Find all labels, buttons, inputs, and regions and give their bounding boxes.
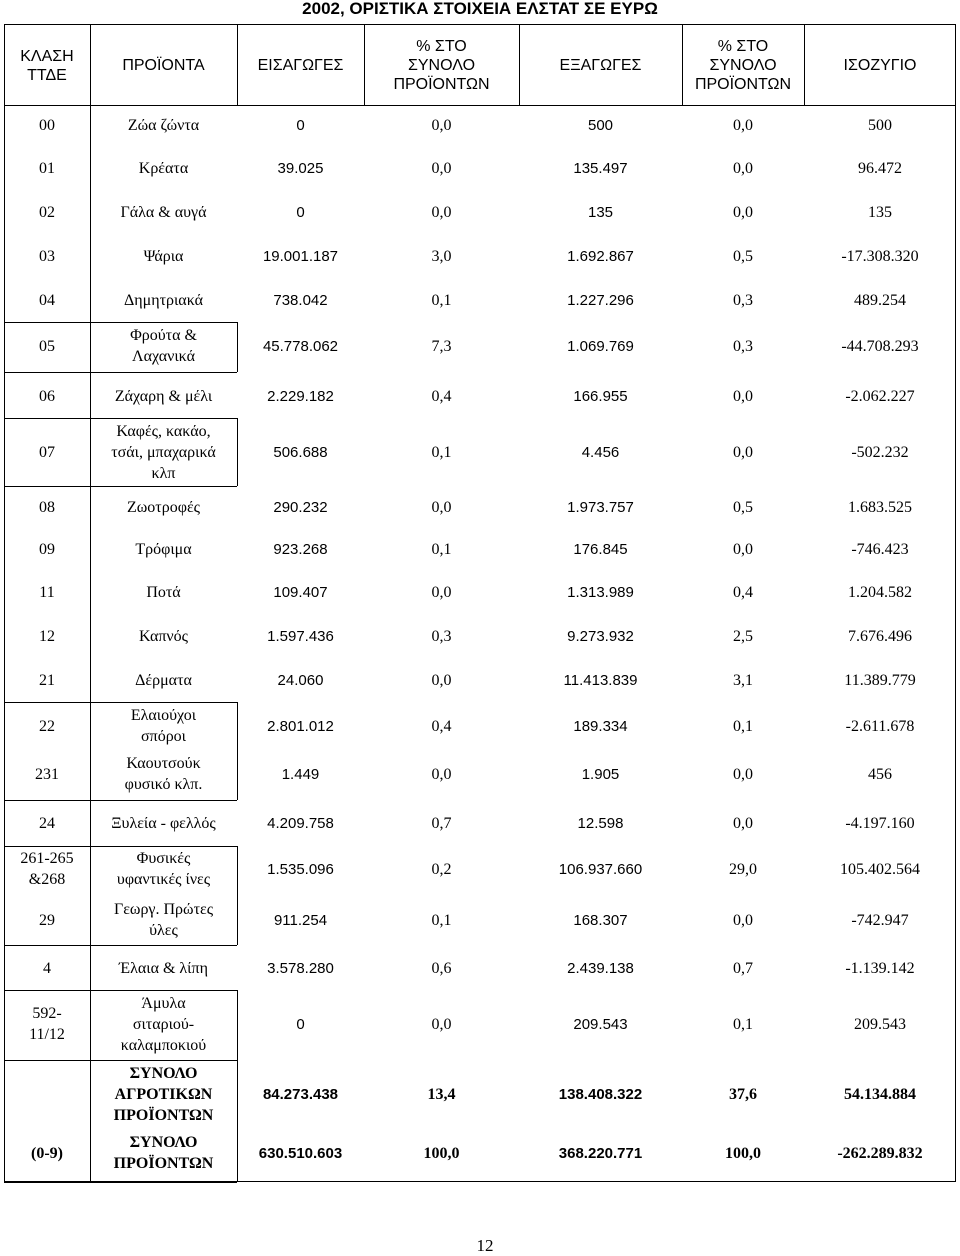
cell-imports: 1.597.436 — [267, 627, 334, 645]
page-number: 12 — [476, 1236, 494, 1255]
cell-exports: 1.973.757 — [567, 498, 634, 516]
cell-imp-pct: 0,1 — [431, 540, 452, 558]
cell-exp-pct: 0,0 — [733, 116, 753, 134]
cell-product: Έλαια & λίπη — [119, 959, 208, 977]
cell-imports: 39.025 — [277, 159, 324, 177]
cell-exports: 2.439.138 — [567, 959, 634, 977]
cell-exports: 138.408.322 — [558, 1085, 643, 1103]
cell-exp-pct: 0,0 — [733, 911, 753, 929]
cell-imports: 1.449 — [281, 765, 320, 783]
cell-balance: 1.204.582 — [848, 583, 912, 601]
cell-product: Ξυλεία - φελλός — [111, 814, 216, 832]
cell-imports: 1.535.096 — [267, 860, 334, 878]
cell-imports: 738.042 — [273, 291, 328, 309]
cell-imp-pct: 0,0 — [431, 116, 452, 134]
cell-code: 24 — [39, 814, 55, 832]
cell-imports: 0 — [296, 1015, 305, 1033]
header-imports-pct: % ΣΤΟ ΣΥΝΟΛΟ ΠΡΟΪΟΝΤΩΝ — [393, 38, 490, 93]
cell-exports: 166.955 — [573, 387, 628, 405]
cell-imports: 630.510.603 — [258, 1144, 343, 1162]
cell-product: Γάλα & αυγά — [120, 203, 207, 221]
cell-imp-pct: 0,3 — [431, 627, 452, 645]
cell-balance: -746.423 — [851, 540, 909, 558]
cell-product: Ποτά — [146, 583, 181, 601]
cell-code: 06 — [39, 387, 55, 405]
row-group-divider — [4, 372, 237, 373]
cell-balance: -17.308.320 — [841, 247, 919, 265]
cell-code: 21 — [39, 671, 55, 689]
cell-code: 11 — [39, 583, 55, 601]
cell-code: 07 — [39, 443, 55, 461]
cell-imports: 0 — [296, 116, 305, 134]
cell-imp-pct: 100,0 — [423, 1144, 460, 1162]
cell-imp-pct: 0,0 — [431, 203, 452, 221]
cell-balance: 54.134.884 — [844, 1085, 916, 1103]
cell-product: Καουτσούκ φυσικό κλπ. — [124, 755, 203, 793]
header-column-divider — [804, 24, 805, 105]
cell-product: Δημητριακά — [123, 291, 203, 309]
cell-imports: 4.209.758 — [267, 814, 334, 832]
cell-exports: 368.220.771 — [558, 1144, 643, 1162]
cell-code — [4, 1084, 90, 1105]
cell-code: 231 — [35, 765, 59, 783]
cell-product: Τρόφιμα — [135, 540, 192, 558]
cell-imports: 84.273.438 — [262, 1085, 339, 1103]
cell-product: Ψάρια — [143, 247, 184, 265]
row-group-divider — [4, 990, 237, 991]
cell-product: Κρέατα — [138, 159, 189, 177]
cell-exp-pct: 0,1 — [733, 1015, 753, 1033]
header-class: ΚΛΑΣΗ ΤΤΔΕ — [20, 47, 74, 84]
cell-imp-pct: 0,2 — [431, 860, 452, 878]
cell-imports: 109.407 — [273, 583, 328, 601]
cell-imp-pct: 0,0 — [431, 1015, 452, 1033]
cell-balance: 7.676.496 — [848, 627, 912, 645]
cell-product: Δέρματα — [135, 671, 192, 689]
row-group-divider — [4, 322, 237, 323]
cell-exp-pct: 0,0 — [733, 540, 753, 558]
header-exports: ΕΞΑΓΩΓΕΣ — [559, 57, 642, 74]
row-group-divider — [4, 418, 237, 419]
cell-imp-pct: 0,0 — [431, 765, 452, 783]
cell-exports: 1.069.769 — [567, 337, 634, 355]
cell-balance: 489.254 — [854, 291, 906, 309]
cell-code: 29 — [39, 911, 55, 929]
cell-product: Φυσικές υφαντικές ίνες — [116, 850, 211, 888]
cell-exp-pct: 100,0 — [725, 1144, 761, 1162]
header-column-divider — [519, 24, 520, 105]
cell-imp-pct: 0,0 — [431, 159, 452, 177]
row-group-divider — [4, 1060, 237, 1061]
cell-code: 4 — [43, 959, 51, 977]
row-group-divider — [4, 800, 237, 801]
cell-balance: 105.402.564 — [840, 860, 920, 878]
cell-exports: 1.905 — [581, 765, 620, 783]
cell-imp-pct: 0,0 — [431, 583, 452, 601]
cell-exp-pct: 0,0 — [733, 387, 753, 405]
cell-code: 08 — [39, 498, 55, 516]
page-title: 2002, ΟΡΙΣΤΙΚΑ ΣΤΟΙΧΕΙΑ ΕΛΣΤΑΤ ΣΕ ΕΥΡΩ — [302, 0, 658, 18]
cell-balance: -262.289.832 — [837, 1144, 923, 1162]
cell-exp-pct: 29,0 — [729, 860, 757, 878]
cell-balance: -4.197.160 — [845, 814, 915, 832]
cell-exports: 500 — [587, 116, 614, 134]
header-column-divider — [682, 24, 683, 105]
cell-code: (0-9) — [31, 1144, 63, 1162]
cell-exports: 12.598 — [577, 814, 624, 832]
cell-imports: 911.254 — [273, 911, 328, 929]
cell-product: Ελαιούχοι σπόροι — [130, 707, 197, 745]
header-divider — [4, 105, 956, 106]
cell-exp-pct: 0,0 — [733, 814, 753, 832]
cell-balance: -502.232 — [851, 443, 909, 461]
cell-product: ΣΥΝΟΛΟ ΠΡΟΪΟΝΤΩΝ — [113, 1134, 214, 1172]
cell-exports: 189.334 — [573, 717, 628, 735]
header-column-divider — [237, 24, 238, 105]
cell-imports: 2.229.182 — [267, 387, 334, 405]
cell-exp-pct: 0,3 — [733, 337, 753, 355]
cell-exp-pct: 0,0 — [733, 765, 753, 783]
cell-exp-pct: 37,6 — [729, 1085, 757, 1103]
cell-imports: 3.578.280 — [267, 959, 334, 977]
cell-code: 22 — [39, 717, 55, 735]
cell-imp-pct: 0,1 — [431, 291, 452, 309]
cell-code: 01 — [39, 159, 55, 177]
cell-product: Γεωργ. Πρώτες ύλες — [113, 901, 214, 939]
cell-balance: 456 — [868, 765, 892, 783]
cell-imports: 290.232 — [273, 498, 328, 516]
cell-exports: 1.692.867 — [567, 247, 634, 265]
cell-product: Ζώα ζώντα — [127, 116, 200, 134]
cell-imports: 19.001.187 — [262, 247, 339, 265]
cell-exp-pct: 0,1 — [733, 717, 753, 735]
cell-product: Άμυλα σιταριού- καλαμποκιού — [120, 994, 207, 1054]
cell-exp-pct: 0,0 — [733, 203, 753, 221]
row-group-divider — [4, 702, 237, 703]
cell-exports: 1.313.989 — [567, 583, 634, 601]
cell-imp-pct: 0,4 — [431, 717, 452, 735]
header-product: ΠΡΟΪΟΝΤΑ — [122, 57, 205, 74]
cell-code: 09 — [39, 540, 55, 558]
cell-imp-pct: 0,7 — [431, 814, 452, 832]
cell-code: 261-265 &268 — [20, 850, 74, 888]
cell-product: Φρούτα & Λαχανικά — [130, 327, 197, 365]
cell-balance: -2.062.227 — [845, 387, 915, 405]
row-group-divider — [4, 486, 237, 487]
header-exports-pct: % ΣΤΟ ΣΥΝΟΛΟ ΠΡΟΪΟΝΤΩΝ — [694, 38, 792, 93]
cell-product: Ζάχαρη & μέλι — [114, 387, 213, 405]
cell-exp-pct: 0,0 — [733, 443, 753, 461]
header-balance: ΙΣΟΖΥΓΙΟ — [843, 57, 917, 74]
cell-balance: -742.947 — [851, 911, 909, 929]
cell-exp-pct: 0,5 — [733, 498, 753, 516]
cell-balance: -2.611.678 — [845, 717, 915, 735]
cell-code: 12 — [39, 627, 55, 645]
cell-code: 00 — [39, 116, 55, 134]
cell-balance: 209.543 — [854, 1015, 906, 1033]
cell-exp-pct: 0,4 — [733, 583, 753, 601]
cell-imports: 24.060 — [277, 671, 324, 689]
cell-exports: 11.413.839 — [563, 671, 638, 689]
cell-code: 592- 11/12 — [29, 1005, 65, 1043]
cell-exports: 176.845 — [573, 540, 628, 558]
cell-imp-pct: 3,0 — [431, 247, 452, 265]
cell-imp-pct: 0,1 — [431, 911, 452, 929]
cell-balance: 96.472 — [858, 159, 902, 177]
cell-imp-pct: 7,3 — [431, 337, 452, 355]
cell-imp-pct: 0,0 — [431, 671, 452, 689]
cell-balance: 500 — [868, 116, 892, 134]
cell-exports: 135.497 — [573, 159, 628, 177]
cell-code: 02 — [39, 203, 55, 221]
cell-balance: -44.708.293 — [841, 337, 919, 355]
cell-exports: 1.227.296 — [567, 291, 634, 309]
cell-exports: 135 — [587, 203, 614, 221]
cell-exp-pct: 2,5 — [733, 627, 753, 645]
cell-product: Ζωοτροφές — [126, 498, 200, 516]
cell-exp-pct: 3,1 — [733, 671, 753, 689]
cell-product: Καφές, κακάο, τσάι, μπαχαρικά κλπ — [111, 422, 216, 482]
cell-imports: 0 — [296, 203, 305, 221]
cell-product: Καπνός — [139, 627, 188, 645]
row-group-divider — [4, 945, 237, 946]
cell-code: 04 — [39, 291, 55, 309]
cell-product: ΣΥΝΟΛΟ ΑΓΡΟΤΙΚΩΝ ΠΡΟΪΟΝΤΩΝ — [113, 1064, 214, 1124]
cell-exp-pct: 0,0 — [733, 159, 753, 177]
cell-balance: -1.139.142 — [845, 959, 915, 977]
cell-balance: 11.389.779 — [844, 671, 916, 689]
cell-exports: 209.543 — [573, 1015, 628, 1033]
cell-imp-pct: 0,6 — [431, 959, 452, 977]
header-column-divider — [90, 24, 91, 105]
cell-imp-pct: 13,4 — [427, 1085, 456, 1103]
cell-exports: 4.456 — [581, 443, 620, 461]
cell-balance: 1.683.525 — [848, 498, 912, 516]
cell-imports: 2.801.012 — [267, 717, 334, 735]
cell-exports: 106.937.660 — [558, 860, 643, 878]
cell-imp-pct: 0,4 — [431, 387, 452, 405]
cell-exports: 9.273.932 — [567, 627, 634, 645]
cell-imports: 923.268 — [273, 540, 328, 558]
cell-imp-pct: 0,0 — [431, 498, 452, 516]
cell-balance: 135 — [868, 203, 892, 221]
cell-imp-pct: 0,1 — [431, 443, 452, 461]
row-group-divider — [4, 846, 237, 847]
cell-code: 05 — [39, 337, 55, 355]
header-imports: ΕΙΣΑΓΩΓΕΣ — [257, 57, 344, 74]
cell-exp-pct: 0,3 — [733, 291, 753, 309]
cell-imports: 45.778.062 — [262, 337, 339, 355]
cell-exp-pct: 0,7 — [733, 959, 753, 977]
header-column-divider — [364, 24, 365, 105]
cell-imports: 506.688 — [273, 443, 328, 461]
row-group-divider — [4, 1182, 237, 1183]
cell-code: 03 — [39, 247, 55, 265]
cell-exp-pct: 0,5 — [733, 247, 753, 265]
cell-exports: 168.307 — [573, 911, 628, 929]
